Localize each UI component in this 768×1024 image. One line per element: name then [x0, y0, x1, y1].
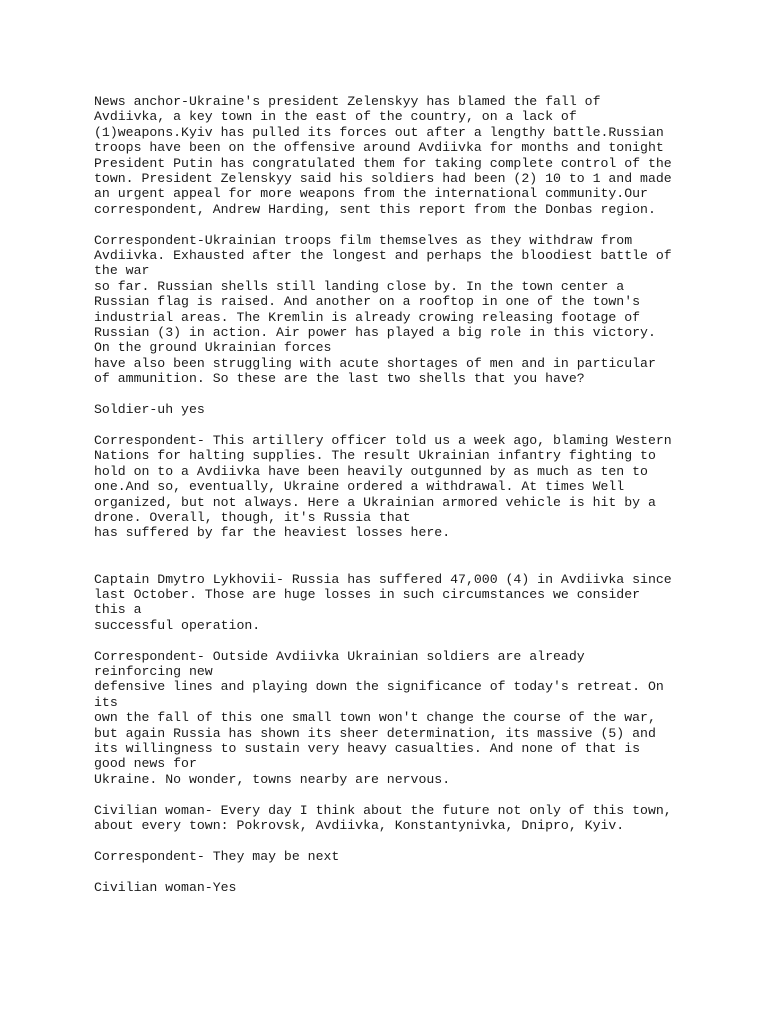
text-line: Soldier-uh yes	[94, 402, 205, 418]
paragraph-gap	[94, 217, 694, 232]
text-line: the war	[94, 263, 150, 279]
text-line: Russian flag is raised. And another on a rooftop in one of the town's	[94, 294, 641, 310]
text-line: so far. Russian shells still landing close by. In the town center a	[94, 278, 625, 294]
text-line: On the ground Ukrainian forces	[94, 340, 332, 356]
paragraph-gap	[94, 787, 694, 802]
paragraph	[94, 849, 694, 864]
text-line: Civilian woman- Every day I think about the future not only of this town,	[94, 802, 672, 818]
text-line: have also been struggling with acute shortages of men and in particular	[94, 355, 656, 371]
text-line: successful operation.	[94, 617, 261, 633]
text-line: Captain Dmytro Lykhovii- Russia has suffered 47,000 (4) in Avdiivka since	[94, 571, 672, 587]
document-page	[94, 94, 694, 895]
paragraph-gap	[94, 541, 694, 572]
text-line: Civilian woman-Yes	[94, 879, 237, 895]
paragraph	[94, 433, 694, 541]
text-line: hold on to a Avdiivka have been heavily outgunned by as much as ten to	[94, 463, 648, 479]
text-line: has suffered by far the heaviest losses here.	[94, 525, 451, 541]
text-line: about every town: Pokrovsk, Avdiivka, Konstantynivka, Dnipro, Kyiv.	[94, 818, 625, 833]
text-line: (1)weapons.Kyiv has pulled its forces out after a lengthy battle.Russian	[94, 124, 664, 140]
text-line: Correspondent- They may be next	[94, 848, 340, 864]
text-line: Correspondent- Outside Avdiivka Ukrainian soldiers are already	[94, 648, 585, 664]
paragraph-gap	[94, 864, 694, 879]
text-line: of ammunition. So these are the last two shells that you have?	[94, 371, 585, 387]
text-line: last October. Those are huge losses in such circumstances we consider	[94, 586, 641, 602]
paragraph	[94, 803, 694, 834]
text-line: drone. Overall, though, it's Russia that	[94, 509, 411, 525]
text-line: reinforcing new	[94, 663, 213, 679]
paragraph-gap	[94, 418, 694, 433]
text-line: Ukraine. No wonder, towns nearby are nervous.	[94, 771, 451, 787]
text-line: Correspondent-Ukrainian troops film themselves as they withdraw from	[94, 232, 633, 248]
text-line: but again Russia has shown its sheer determination, its massive (5) and	[94, 725, 656, 741]
paragraph	[94, 572, 694, 634]
paragraph-gap	[94, 633, 694, 648]
text-line: President Putin has congratulated them for taking complete control of the	[94, 155, 672, 171]
text-line: organized, but not always. Here a Ukrainian armored vehicle is hit by a	[94, 494, 656, 510]
paragraph	[94, 94, 694, 217]
text-line: News anchor-Ukraine's president Zelenskyy has blamed the fall of	[94, 94, 601, 109]
paragraph	[94, 402, 694, 417]
text-line: good news for	[94, 756, 197, 772]
text-line: its willingness to sustain very heavy casualties. And none of that is	[94, 740, 641, 756]
text-line: troops have been on the offensive around Avdiivka for months and tonight	[94, 140, 664, 156]
paragraph-gap	[94, 833, 694, 848]
text-line: Avdiivka, a key town in the east of the country, on a lack of	[94, 109, 577, 125]
paragraph	[94, 880, 694, 895]
text-line: an urgent appeal for more weapons from the international community.Our	[94, 186, 648, 202]
text-line: one.And so, eventually, Ukraine ordered a withdrawal. At times Well	[94, 479, 625, 495]
paragraph	[94, 649, 694, 788]
paragraph	[94, 233, 694, 387]
text-line: Nations for halting supplies. The result Ukrainian infantry fighting to	[94, 448, 656, 464]
text-line: Avdiivka. Exhausted after the longest and perhaps the bloodiest battle of	[94, 248, 672, 264]
text-line: town. President Zelenskyy said his soldiers had been (2) 10 to 1 and made	[94, 171, 672, 187]
text-line: Correspondent- This artillery officer told us a week ago, blaming Western	[94, 432, 672, 448]
text-line: Russian (3) in action. Air power has played a big role in this victory.	[94, 325, 656, 341]
text-line: correspondent, Andrew Harding, sent this report from the Donbas region.	[94, 201, 656, 217]
text-line: this a	[94, 602, 142, 618]
text-line: its	[94, 694, 118, 710]
text-line: industrial areas. The Kremlin is already crowing releasing footage of	[94, 309, 641, 325]
paragraph-gap	[94, 387, 694, 402]
text-line: defensive lines and playing down the significance of today's retreat. On	[94, 679, 664, 695]
text-line: own the fall of this one small town won't change the course of the war,	[94, 710, 656, 726]
